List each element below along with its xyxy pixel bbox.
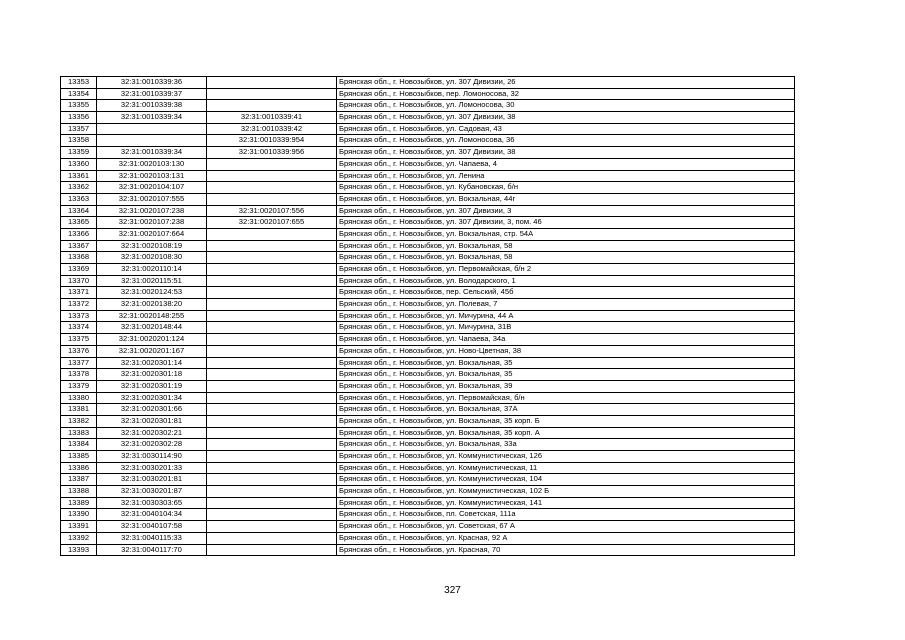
table-row (61, 451, 795, 463)
linked-cadastral-number-cell (207, 427, 337, 439)
address-cell: Брянская обл., г. Новозыбков, ул. 307 Дивизии, 3 (337, 205, 795, 217)
cadastral-number-cell: 32:31:0020302:21 (97, 427, 207, 439)
row-number-cell: 13392 (61, 532, 97, 544)
row-number-cell: 13377 (61, 357, 97, 369)
address-cell: Брянская обл., г. Новозыбков, пер. Ломоносова, 32 (337, 88, 795, 100)
address-cell: Брянская обл., г. Новозыбков, ул. Вокзальная, 35 корп. А (337, 427, 795, 439)
address-cell: Брянская обл., г. Новозыбков, ул. Вокзальная, 39 (337, 380, 795, 392)
table-row (61, 252, 795, 264)
row-number-cell: 13356 (61, 112, 97, 124)
linked-cadastral-number-cell (207, 264, 337, 276)
linked-cadastral-number-cell (207, 369, 337, 381)
table-row (61, 147, 795, 159)
linked-cadastral-number-cell (207, 299, 337, 311)
linked-cadastral-number-cell (207, 100, 337, 112)
cadastral-number-cell: 32:31:0010339:36 (97, 77, 207, 89)
cadastral-number-cell: 32:31:0020148:255 (97, 310, 207, 322)
cadastral-number-cell: 32:31:0020115:51 (97, 275, 207, 287)
row-number-cell: 13357 (61, 123, 97, 135)
linked-cadastral-number-cell (207, 474, 337, 486)
address-cell: Брянская обл., г. Новозыбков, ул. Коммунистическая, 126 (337, 451, 795, 463)
linked-cadastral-number-cell (207, 77, 337, 89)
table-row (61, 369, 795, 381)
linked-cadastral-number-cell (207, 392, 337, 404)
linked-cadastral-number-cell (207, 532, 337, 544)
linked-cadastral-number-cell: 32:31:0010339:41 (207, 112, 337, 124)
address-cell: Брянская обл., г. Новозыбков, ул. Первомайская, б/н 2 (337, 264, 795, 276)
table-row (61, 264, 795, 276)
linked-cadastral-number-cell (207, 170, 337, 182)
address-cell: Брянская обл., г. Новозыбков, ул. Первомайская, б/н (337, 392, 795, 404)
linked-cadastral-number-cell (207, 88, 337, 100)
cadastral-number-cell: 32:31:0020104:107 (97, 182, 207, 194)
row-number-cell: 13359 (61, 147, 97, 159)
linked-cadastral-number-cell (207, 158, 337, 170)
address-cell: Брянская обл., г. Новозыбков, ул. Вокзальная, стр. 54А (337, 228, 795, 240)
linked-cadastral-number-cell (207, 415, 337, 427)
linked-cadastral-number-cell (207, 462, 337, 474)
linked-cadastral-number-cell (207, 228, 337, 240)
address-cell: Брянская обл., г. Новозыбков, ул. Коммунистическая, 141 (337, 497, 795, 509)
cadastral-number-cell: 32:31:0020138:20 (97, 299, 207, 311)
cadastral-number-cell (97, 135, 207, 147)
table-row (61, 123, 795, 135)
cadastral-number-cell: 32:31:0030201:33 (97, 462, 207, 474)
row-number-cell: 13361 (61, 170, 97, 182)
table-row (61, 322, 795, 334)
table-row (61, 521, 795, 533)
cadastral-number-cell: 32:31:0030303:65 (97, 497, 207, 509)
row-number-cell: 13376 (61, 345, 97, 357)
linked-cadastral-number-cell (207, 486, 337, 498)
table-row (61, 439, 795, 451)
table-row (61, 380, 795, 392)
row-number-cell: 13381 (61, 404, 97, 416)
table-row (61, 486, 795, 498)
registry-table-body (61, 77, 795, 556)
registry-table (60, 76, 795, 556)
linked-cadastral-number-cell (207, 182, 337, 194)
table-row (61, 310, 795, 322)
cadastral-number-cell: 32:31:0020107:238 (97, 205, 207, 217)
row-number-cell: 13365 (61, 217, 97, 229)
cadastral-number-cell: 32:31:0010339:37 (97, 88, 207, 100)
table-row (61, 357, 795, 369)
row-number-cell: 13374 (61, 322, 97, 334)
address-cell: Брянская обл., г. Новозыбков, ул. Ломоносова, 30 (337, 100, 795, 112)
cadastral-number-cell: 32:31:0010339:34 (97, 112, 207, 124)
linked-cadastral-number-cell: 32:31:0010339:42 (207, 123, 337, 135)
row-number-cell: 13390 (61, 509, 97, 521)
row-number-cell: 13385 (61, 451, 97, 463)
row-number-cell: 13358 (61, 135, 97, 147)
row-number-cell: 13386 (61, 462, 97, 474)
address-cell: Брянская обл., г. Новозыбков, ул. 307 Дивизии, 26 (337, 77, 795, 89)
cadastral-number-cell: 32:31:0020201:124 (97, 334, 207, 346)
linked-cadastral-number-cell (207, 252, 337, 264)
table-row (61, 112, 795, 124)
row-number-cell: 13375 (61, 334, 97, 346)
cadastral-number-cell: 32:31:0020301:81 (97, 415, 207, 427)
linked-cadastral-number-cell (207, 322, 337, 334)
linked-cadastral-number-cell: 32:31:0020107:655 (207, 217, 337, 229)
address-cell: Брянская обл., г. Новозыбков, ул. Вокзальная, 35 корп. Б (337, 415, 795, 427)
table-row (61, 182, 795, 194)
linked-cadastral-number-cell: 32:31:0020107:556 (207, 205, 337, 217)
linked-cadastral-number-cell (207, 380, 337, 392)
address-cell: Брянская обл., г. Новозыбков, ул. Полевая, 7 (337, 299, 795, 311)
table-row (61, 88, 795, 100)
address-cell: Брянская обл., г. Новозыбков, ул. Советская, 67 А (337, 521, 795, 533)
linked-cadastral-number-cell (207, 509, 337, 521)
row-number-cell: 13384 (61, 439, 97, 451)
address-cell: Брянская обл., г. Новозыбков, ул. Чапаева, 34а (337, 334, 795, 346)
row-number-cell: 13380 (61, 392, 97, 404)
linked-cadastral-number-cell (207, 497, 337, 509)
table-row (61, 299, 795, 311)
row-number-cell: 13368 (61, 252, 97, 264)
address-cell: Брянская обл., г. Новозыбков, ул. Вокзальная, 35 (337, 369, 795, 381)
table-row (61, 170, 795, 182)
cadastral-number-cell: 32:31:0020107:664 (97, 228, 207, 240)
cadastral-number-cell: 32:31:0010339:38 (97, 100, 207, 112)
row-number-cell: 13369 (61, 264, 97, 276)
row-number-cell: 13355 (61, 100, 97, 112)
cadastral-number-cell: 32:31:0040115:33 (97, 532, 207, 544)
linked-cadastral-number-cell (207, 439, 337, 451)
row-number-cell: 13382 (61, 415, 97, 427)
cadastral-number-cell (97, 123, 207, 135)
address-cell: Брянская обл., г. Новозыбков, ул. Володарского, 1 (337, 275, 795, 287)
table-row (61, 77, 795, 89)
linked-cadastral-number-cell (207, 544, 337, 556)
linked-cadastral-number-cell (207, 193, 337, 205)
table-row (61, 532, 795, 544)
cadastral-number-cell: 32:31:0030114:90 (97, 451, 207, 463)
row-number-cell: 13363 (61, 193, 97, 205)
address-cell: Брянская обл., г. Новозыбков, ул. Ново-Цветная, 38 (337, 345, 795, 357)
table-row (61, 474, 795, 486)
cadastral-number-cell: 32:31:0030201:87 (97, 486, 207, 498)
row-number-cell: 13378 (61, 369, 97, 381)
cadastral-number-cell: 32:31:0030201:81 (97, 474, 207, 486)
row-number-cell: 13379 (61, 380, 97, 392)
table-row (61, 217, 795, 229)
cadastral-number-cell: 32:31:0010339:34 (97, 147, 207, 159)
table-row (61, 205, 795, 217)
address-cell: Брянская обл., г. Новозыбков, ул. Мичурина, 31В (337, 322, 795, 334)
linked-cadastral-number-cell (207, 521, 337, 533)
address-cell: Брянская обл., г. Новозыбков, ул. Коммунистическая, 102 Б (337, 486, 795, 498)
linked-cadastral-number-cell (207, 451, 337, 463)
row-number-cell: 13389 (61, 497, 97, 509)
cadastral-number-cell: 32:31:0020107:238 (97, 217, 207, 229)
address-cell: Брянская обл., г. Новозыбков, пер. Сельский, 45б (337, 287, 795, 299)
linked-cadastral-number-cell: 32:31:0010339:954 (207, 135, 337, 147)
row-number-cell: 13393 (61, 544, 97, 556)
row-number-cell: 13362 (61, 182, 97, 194)
address-cell: Брянская обл., г. Новозыбков, ул. Коммунистическая, 104 (337, 474, 795, 486)
cadastral-number-cell: 32:31:0020201:167 (97, 345, 207, 357)
row-number-cell: 13383 (61, 427, 97, 439)
address-cell: Брянская обл., г. Новозыбков, ул. Вокзальная, 37А (337, 404, 795, 416)
linked-cadastral-number-cell: 32:31:0010339:956 (207, 147, 337, 159)
address-cell: Брянская обл., г. Новозыбков, ул. Вокзальная, 33а (337, 439, 795, 451)
address-cell: Брянская обл., г. Новозыбков, ул. Кубановская, б/н (337, 182, 795, 194)
cadastral-number-cell: 32:31:0020107:555 (97, 193, 207, 205)
row-number-cell: 13360 (61, 158, 97, 170)
address-cell: Брянская обл., г. Новозыбков, ул. Красная, 70 (337, 544, 795, 556)
row-number-cell: 13371 (61, 287, 97, 299)
address-cell: Брянская обл., г. Новозыбков, ул. Ломоносова, 36 (337, 135, 795, 147)
cadastral-number-cell: 32:31:0020103:130 (97, 158, 207, 170)
table-row (61, 275, 795, 287)
address-cell: Брянская обл., г. Новозыбков, ул. Вокзальная, 58 (337, 252, 795, 264)
row-number-cell: 13367 (61, 240, 97, 252)
row-number-cell: 13391 (61, 521, 97, 533)
address-cell: Брянская обл., г. Новозыбков, ул. 307 Дивизии, 38 (337, 147, 795, 159)
cadastral-number-cell: 32:31:0020302:28 (97, 439, 207, 451)
cadastral-number-cell: 32:31:0040107:58 (97, 521, 207, 533)
table-row (61, 345, 795, 357)
row-number-cell: 13372 (61, 299, 97, 311)
table-row (61, 158, 795, 170)
row-number-cell: 13354 (61, 88, 97, 100)
page-number: 327 (444, 585, 461, 596)
address-cell: Брянская обл., г. Новозыбков, ул. Мичурина, 44 А (337, 310, 795, 322)
table-row (61, 462, 795, 474)
linked-cadastral-number-cell (207, 287, 337, 299)
row-number-cell: 13388 (61, 486, 97, 498)
row-number-cell: 13364 (61, 205, 97, 217)
row-number-cell: 13366 (61, 228, 97, 240)
table-row (61, 228, 795, 240)
cadastral-number-cell: 32:31:0040117:70 (97, 544, 207, 556)
table-row (61, 240, 795, 252)
linked-cadastral-number-cell (207, 240, 337, 252)
address-cell: Брянская обл., г. Новозыбков, ул. Вокзальная, 35 (337, 357, 795, 369)
address-cell: Брянская обл., г. Новозыбков, ул. Садовая, 43 (337, 123, 795, 135)
cadastral-number-cell: 32:31:0040104:34 (97, 509, 207, 521)
table-row (61, 509, 795, 521)
cadastral-number-cell: 32:31:0020103:131 (97, 170, 207, 182)
table-row (61, 193, 795, 205)
linked-cadastral-number-cell (207, 404, 337, 416)
address-cell: Брянская обл., г. Новозыбков, ул. Коммунистическая, 11 (337, 462, 795, 474)
address-cell: Брянская обл., г. Новозыбков, ул. 307 Дивизии, 3, пом. 46 (337, 217, 795, 229)
address-cell: Брянская обл., г. Новозыбков, ул. Вокзальная, 58 (337, 240, 795, 252)
cadastral-number-cell: 32:31:0020110:14 (97, 264, 207, 276)
row-number-cell: 13370 (61, 275, 97, 287)
linked-cadastral-number-cell (207, 275, 337, 287)
cadastral-number-cell: 32:31:0020301:14 (97, 357, 207, 369)
address-cell: Брянская обл., г. Новозыбков, ул. Чапаева, 4 (337, 158, 795, 170)
table-row (61, 427, 795, 439)
cadastral-number-cell: 32:31:0020301:19 (97, 380, 207, 392)
address-cell: Брянская обл., г. Новозыбков, ул. Ленина (337, 170, 795, 182)
cadastral-number-cell: 32:31:0020301:18 (97, 369, 207, 381)
address-cell: Брянская обл., г. Новозыбков, ул. Вокзальная, 44г (337, 193, 795, 205)
table-row (61, 334, 795, 346)
cadastral-number-cell: 32:31:0020301:34 (97, 392, 207, 404)
table-row (61, 100, 795, 112)
cadastral-number-cell: 32:31:0020301:66 (97, 404, 207, 416)
linked-cadastral-number-cell (207, 334, 337, 346)
cadastral-number-cell: 32:31:0020148:44 (97, 322, 207, 334)
address-cell: Брянская обл., г. Новозыбков, ул. Красная, 92 А (337, 532, 795, 544)
table-row (61, 404, 795, 416)
address-cell: Брянская обл., г. Новозыбков, пл. Советская, 111а (337, 509, 795, 521)
table-row (61, 415, 795, 427)
row-number-cell: 13353 (61, 77, 97, 89)
row-number-cell: 13387 (61, 474, 97, 486)
row-number-cell: 13373 (61, 310, 97, 322)
address-cell: Брянская обл., г. Новозыбков, ул. 307 Дивизии, 38 (337, 112, 795, 124)
linked-cadastral-number-cell (207, 357, 337, 369)
cadastral-number-cell: 32:31:0020124:53 (97, 287, 207, 299)
table-row (61, 497, 795, 509)
table-row (61, 544, 795, 556)
table-row (61, 392, 795, 404)
table-row (61, 287, 795, 299)
linked-cadastral-number-cell (207, 310, 337, 322)
linked-cadastral-number-cell (207, 345, 337, 357)
cadastral-number-cell: 32:31:0020108:19 (97, 240, 207, 252)
table-row (61, 135, 795, 147)
cadastral-number-cell: 32:31:0020108:30 (97, 252, 207, 264)
